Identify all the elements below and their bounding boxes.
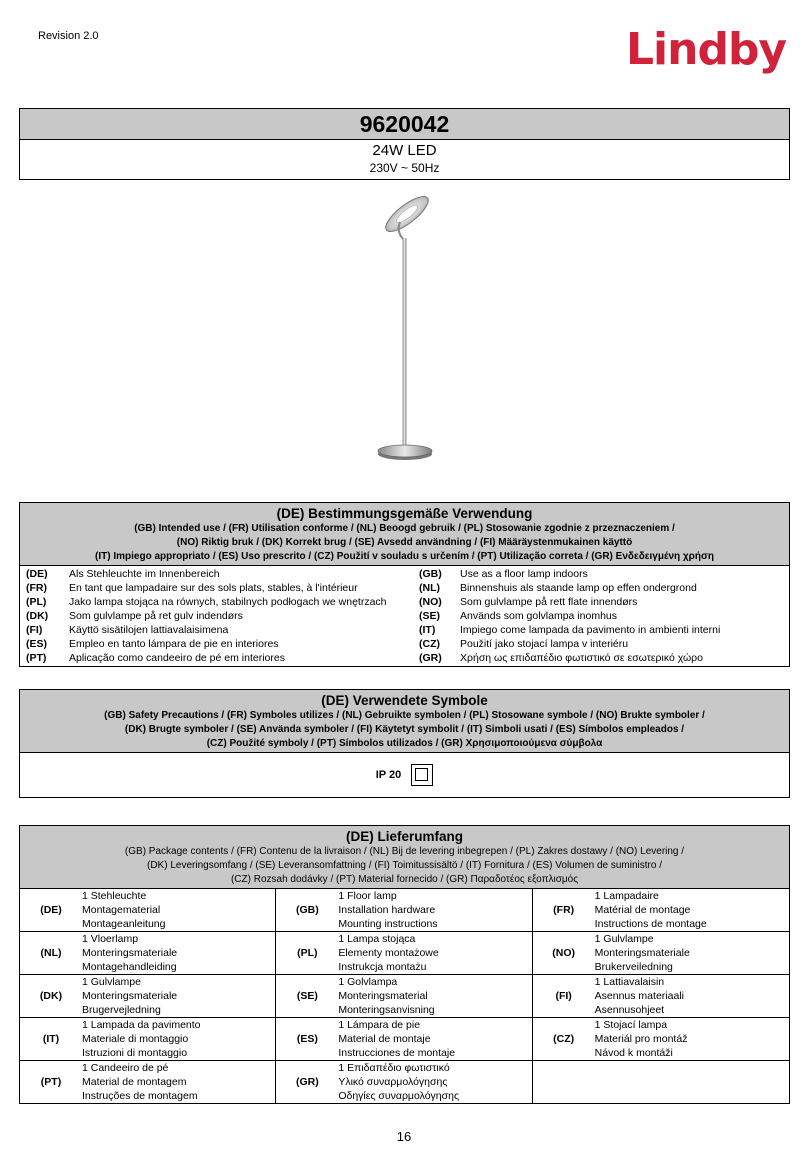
use-text: Empleo en tanto lámpara de pie en interiores: [69, 638, 279, 650]
package-item: Monteringsmaterial: [338, 990, 428, 1002]
use-code: (FR): [26, 582, 47, 594]
symbols-subtitle-2: (DK) Brugte symboler / (SE) Använda symboler / (FI) Käytetyt symbolit / (IT) Simboli usati / (ES) Símbolos empleados /: [124, 724, 685, 735]
floor-lamp-image: [360, 190, 450, 470]
lamp-base: [378, 445, 432, 457]
use-code: (GB): [419, 568, 442, 580]
package-item: Materiál pro montáž: [594, 1033, 688, 1045]
use-code: (NO): [419, 596, 442, 608]
package-item: Montagematerial: [82, 904, 161, 916]
revision-label: Revision 2.0: [38, 30, 99, 42]
package-item: Asennusohjeet: [594, 1004, 665, 1016]
package-item: Mounting instructions: [338, 918, 438, 930]
package-cell: [276, 1018, 532, 1061]
package-code: (DE): [40, 904, 62, 916]
package-item: Istruzioni di montaggio: [82, 1047, 188, 1059]
package-item: 1 Stehleuchte: [82, 890, 147, 902]
use-code: (SE): [419, 610, 440, 622]
package-item: Brukerveiledning: [594, 961, 673, 973]
use-text: Jako lampa stojąca na równych, stabilnych podłogach we wnętrzach: [69, 596, 387, 608]
package-item: 1 Floor lamp: [338, 890, 397, 902]
package-code: (FR): [553, 904, 575, 916]
product-voltage: 230V ~ 50Hz: [369, 161, 440, 175]
ip-rating-label: IP 20: [375, 769, 402, 781]
symbols-header: [20, 690, 789, 753]
use-text: Käyttö sisätilojen lattiavalaisimena: [69, 624, 229, 636]
package-code: (GB): [295, 904, 319, 916]
product-number: 9620042: [20, 109, 789, 140]
package-cell: [276, 889, 532, 932]
use-text: Används som golvlampa inomhus: [460, 610, 617, 622]
package-title: (DE) Lieferumfang: [345, 829, 463, 844]
package-cell: [276, 975, 532, 1018]
package-item: 1 Lampa stojąca: [338, 933, 416, 945]
intended-use-subtitle-1: (GB) Intended use / (FR) Utilisation conforme / (NL) Beoogd gebruik / (PL) Stosowanie zgodnie z przeznaczeniem /: [134, 523, 675, 534]
package-cell: [20, 1018, 276, 1061]
package-contents-section: [19, 825, 790, 1104]
use-code: (PT): [26, 652, 47, 664]
use-text: Use as a floor lamp indoors: [460, 568, 588, 580]
use-text: Som gulvlampe på ret gulv indendørs: [69, 610, 243, 622]
package-code: (GR): [295, 1076, 319, 1088]
package-item: Elementy montażowe: [338, 947, 439, 959]
package-item: Montageanleitung: [82, 918, 166, 930]
use-code: (IT): [419, 624, 436, 636]
package-code: (PL): [297, 947, 318, 959]
intended-use-header: [20, 503, 789, 566]
package-code: (FI): [555, 990, 572, 1002]
product-specs: [20, 140, 789, 179]
use-text: Als Stehleuchte im Innenbereich: [69, 568, 220, 580]
page-number: 16: [396, 1129, 412, 1144]
use-text: Binnenshuis als staande lamp op effen ondergrond: [460, 582, 697, 594]
package-subtitle-2: (DK) Leveringsomfang / (SE) Leveransomfattning / (FI) Toimitussisältö / (IT) Fornitura / (ES) Volumen de suministro /: [147, 860, 662, 871]
use-code: (PL): [26, 596, 47, 608]
package-cell: [533, 932, 789, 975]
package-item: 1 Stojací lampa: [594, 1019, 668, 1031]
package-item: Υλικό συναρμολόγησης: [338, 1076, 448, 1088]
use-text: Aplicação como candeeiro de pé em interiores: [69, 652, 285, 664]
double-square-icon: [411, 764, 433, 786]
package-item: 1 Candeeiro de pé: [82, 1062, 169, 1074]
package-code: (DK): [39, 990, 63, 1002]
package-code: (CZ): [553, 1033, 575, 1045]
symbols-title: (DE) Verwendete Symbole: [321, 693, 488, 708]
package-item: Monteringsmateriale: [594, 947, 690, 959]
package-cell: [533, 1018, 789, 1061]
package-item: 1 Lámpara de pie: [338, 1019, 421, 1031]
use-text: En tant que lampadaire sur des sols plats, stables, à l'intérieur: [69, 582, 358, 594]
symbols-section: [19, 689, 790, 798]
package-code: (PT): [40, 1076, 62, 1088]
package-item: Matérial de montage: [594, 904, 691, 916]
use-code: (NL): [419, 582, 440, 594]
intended-use-subtitle-3: (IT) Impiego appropriato / (ES) Uso prescrito / (CZ) Použití v souladu s určením / (PT) Utilização correta / (GR) Ενδεδειγμένη χρήση: [95, 551, 714, 562]
package-item: Instrucciones de montaje: [338, 1047, 456, 1059]
package-cell: [20, 975, 276, 1018]
package-header: [20, 826, 789, 889]
use-code: (CZ): [419, 638, 440, 650]
package-item: Montagehandleiding: [82, 961, 177, 973]
package-item: Material de montaje: [338, 1033, 431, 1045]
product-power: 24W LED: [372, 142, 437, 159]
package-cell: [533, 975, 789, 1018]
use-code: (DK): [26, 610, 49, 622]
package-item: Material de montagem: [82, 1076, 187, 1088]
package-subtitle-1: (GB) Package contents / (FR) Contenu de la livraison / (NL) Bij de levering inbegrepen / (PL) Zakres dostawy / (NO) Levering /: [124, 846, 685, 857]
package-subtitle-3: (CZ) Rozsah dodávky / (PT) Material fornecido / (GR) Παραδοτέος εξοπλισμός: [230, 874, 579, 885]
package-item: 1 Gulvlampe: [82, 976, 141, 988]
product-header: [19, 108, 790, 180]
use-code: (DE): [26, 568, 48, 580]
package-item: Brugervejledning: [82, 1004, 161, 1016]
package-code: (ES): [296, 1033, 318, 1045]
package-item: Monteringsanvisning: [338, 1004, 435, 1016]
package-item: Materiale di montaggio: [82, 1033, 189, 1045]
package-item: Asennus materiaali: [594, 990, 684, 1002]
package-cell: [533, 889, 789, 932]
symbols-subtitle-3: (CZ) Použité symboly / (PT) Símbolos utilizados / (GR) Χρησιμοποιούμενα σύμβολα: [206, 738, 603, 749]
package-item: 1 Vloerlamp: [82, 933, 139, 945]
package-table: [20, 889, 789, 1103]
package-cell: [276, 1061, 532, 1103]
package-code: (NO): [552, 947, 576, 959]
package-item: 1 Lampadaire: [594, 890, 659, 902]
use-code: (FI): [26, 624, 43, 636]
package-cell: [276, 932, 532, 975]
package-item: Monteringsmateriale: [82, 990, 178, 1002]
use-code: (GR): [419, 652, 442, 664]
intended-use-section: [19, 502, 790, 667]
package-item: 1 Gulvlampe: [594, 933, 654, 945]
package-item: Οδηγίες συναρμολόγησης: [338, 1090, 460, 1102]
package-item: 1 Επιδαπέδιο φωτιστικό: [338, 1062, 450, 1074]
use-text: Χρήση ως επιδαπέδιο φωτιστικό σε εσωτερικό χώρο: [460, 652, 703, 664]
package-item: Instruções de montagem: [82, 1090, 198, 1102]
package-item: Instrukcja montażu: [338, 961, 427, 973]
use-text: Použití jako stojací lampa v interiéru: [460, 638, 629, 650]
package-item: Installation hardware: [338, 904, 436, 916]
package-item: Instructions de montage: [594, 918, 707, 930]
symbols-subtitle-1: (GB) Safety Precautions / (FR) Symboles utilizes / (NL) Gebruikte symbolen / (PL) Stosowane symbole / (NO) Brukte symboler /: [104, 710, 705, 721]
use-code: (ES): [26, 638, 47, 650]
package-code: (IT): [42, 1033, 60, 1045]
symbols-body: [20, 753, 789, 797]
package-cell: [20, 1061, 276, 1103]
intended-use-subtitle-2: (NO) Riktig bruk / (DK) Korrekt brug / (SE) Avsedd användning / (FI) Määräystenmukainen käyttö: [176, 537, 633, 548]
package-item: Monteringsmateriale: [82, 947, 178, 959]
package-code: (SE): [296, 990, 318, 1002]
lamp-pole: [403, 238, 407, 450]
package-item: 1 Lampada da pavimento: [82, 1019, 201, 1031]
intended-use-title: (DE) Bestimmungsgemäße Verwendung: [276, 506, 533, 521]
package-item: 1 Golvlampa: [338, 976, 398, 988]
use-text: Impiego come lampada da pavimento in ambienti interni: [460, 624, 721, 636]
package-cell: [20, 932, 276, 975]
package-code: (NL): [40, 947, 62, 959]
package-item: Návod k montáži: [594, 1047, 673, 1059]
intended-use-table: [20, 566, 789, 666]
use-text: Som gulvlampe på rett flate innendørs: [460, 596, 638, 608]
package-cell: [20, 889, 276, 932]
package-item: 1 Lattiavalaisin: [594, 976, 665, 988]
brand-logo: Lindby: [626, 24, 787, 75]
package-cell-empty: [533, 1061, 789, 1103]
